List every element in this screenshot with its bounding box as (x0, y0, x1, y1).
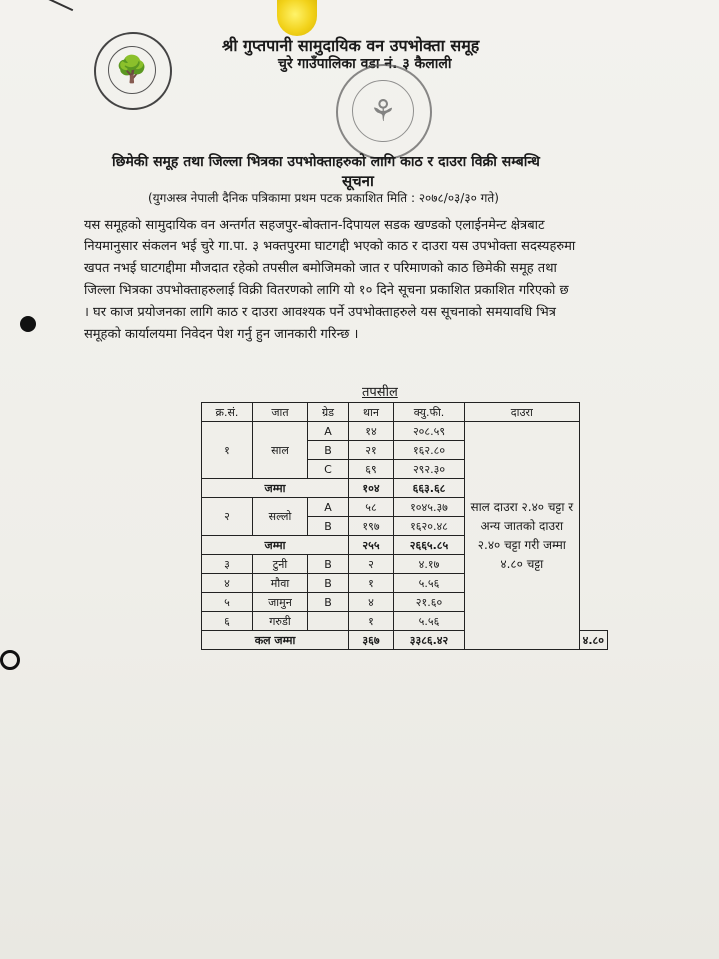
table-header-row (202, 403, 608, 422)
col-header-species: जात (253, 403, 308, 422)
cell-volume: १६२.८० (394, 441, 465, 460)
col-header-daura: दाउरा (465, 403, 580, 422)
cell-pieces: १४ (349, 422, 394, 441)
cell-species: गरुडी (253, 612, 308, 631)
grand-total-label: कल जम्मा (202, 631, 349, 650)
timber-details-table (201, 402, 608, 650)
cell-volume: ४.१७ (394, 555, 465, 574)
cell-grade: A (308, 498, 349, 517)
cell-pieces: १ (349, 574, 394, 593)
subtotal-volume: ६६३.६८ (394, 479, 465, 498)
table-caption: तपसील (362, 385, 398, 400)
cell-pieces: २ (349, 555, 394, 574)
body-line: समूहको कार्यालयमा निवेदन पेश गर्नु हुन जानकारी गरिन्छ । (84, 327, 359, 342)
cell-species: साल (253, 422, 308, 479)
body-line: खपत नभई घाटगद्दीमा मौजदात रहेको तपसील बमोजिमको जात र परिमाणको काठ छिमेकी समूह तथा (84, 261, 557, 276)
cell-pieces: २१ (349, 441, 394, 460)
cell-grade: C (308, 460, 349, 479)
subtotal-volume: २६६५.८५ (394, 536, 465, 555)
tree-icon: 🌳 (108, 46, 156, 94)
cell-sn: २ (202, 498, 253, 536)
cell-species: जामुन (253, 593, 308, 612)
cell-volume: ५.५६ (394, 574, 465, 593)
subtotal-pieces: १०४ (349, 479, 394, 498)
cell-volume: २१.६० (394, 593, 465, 612)
cell-volume: १६२०.४८ (394, 517, 465, 536)
cell-volume: १०४५.३७ (394, 498, 465, 517)
notice-heading: सूचना (342, 172, 374, 190)
cell-sn: १ (202, 422, 253, 479)
grand-total-daura: ४.८० (579, 631, 607, 650)
body-line: । घर काज प्रयोजनका लागि काठ र दाउरा आवश्यक पर्ने उपभोक्ताहरुले यस सूचनाको समयावधि भित्र (84, 305, 556, 320)
punch-hole-mark (0, 650, 20, 670)
cell-volume: ५.५६ (394, 612, 465, 631)
cell-pieces: ६९ (349, 460, 394, 479)
stamp-emblem-icon: ⚘ (352, 80, 414, 142)
subtotal-label: जम्मा (202, 479, 349, 498)
cell-pieces: ५८ (349, 498, 394, 517)
cell-grade: B (308, 574, 349, 593)
cell-species: टुनी (253, 555, 308, 574)
cell-sn: ३ (202, 555, 253, 574)
cell-pieces: ४ (349, 593, 394, 612)
subtotal-pieces: २५५ (349, 536, 394, 555)
grand-total-volume: ३३८६.४२ (394, 631, 465, 650)
cell-pieces: १ (349, 612, 394, 631)
org-address: चुरे गाउँपालिका वडा नं. ३ कैलाली (278, 56, 452, 72)
cell-grade: B (308, 555, 349, 574)
cell-sn: ६ (202, 612, 253, 631)
col-header-grade: ग्रेड (308, 403, 349, 422)
org-name: श्री गुप्तपानी सामुदायिक वन उपभोक्ता समूह (222, 36, 480, 55)
daura-note: साल दाउरा २.४० चट्टा र अन्य जातको दाउरा २.४० चट्टा गरी जम्मा ४.८० चट्टा (465, 422, 580, 650)
cell-sn: ४ (202, 574, 253, 593)
grand-total-pieces: ३६७ (349, 631, 394, 650)
table-row (202, 422, 608, 441)
cell-sn: ५ (202, 593, 253, 612)
punch-hole-mark (20, 316, 36, 332)
body-line: जिल्ला भित्रका उपभोक्ताहरुलाई विक्री वितरणको लागि यो १० दिने सूचना प्रकाशित प्रकाशित गरिएको छ (84, 283, 569, 298)
col-header-sn: क्र.सं. (202, 403, 253, 422)
cell-volume: २०८.५९ (394, 422, 465, 441)
cell-grade (308, 612, 349, 631)
body-line: यस समूहको सामुदायिक वन अन्तर्गत सहजपुर-बोक्तान-दिपायल सडक खण्डको एलाईनमेन्ट क्षेत्रबाट (84, 218, 545, 233)
cell-volume: २९२.३० (394, 460, 465, 479)
col-header-pieces: थान (349, 403, 394, 422)
org-logo (94, 32, 172, 110)
cell-grade: B (308, 441, 349, 460)
cell-species: मौवा (253, 574, 308, 593)
cell-pieces: १९७ (349, 517, 394, 536)
cell-species: सल्लो (253, 498, 308, 536)
cell-grade: B (308, 593, 349, 612)
notice-subject: छिमेकी समूह तथा जिल्ला भित्रका उपभोक्ताहरुको लागि काठ र दाउरा विक्री सम्बन्धि (112, 154, 540, 170)
cell-grade: A (308, 422, 349, 441)
body-line: नियमानुसार संकलन भई चुरे गा.पा. ३ भक्तपुरमा घाटगद्दी भएको काठ र दाउरा यस उपभोक्ता सदस्यहरुमा (84, 239, 576, 254)
official-stamp (336, 64, 432, 160)
publication-note: (युगअस्त्र नेपाली दैनिक पत्रिकामा प्रथम पटक प्रकाशित मिति : २०७८/०३/३० गते) (148, 191, 499, 205)
subtotal-label: जम्मा (202, 536, 349, 555)
col-header-volume: क्यु.फी. (394, 403, 465, 422)
cell-grade: B (308, 517, 349, 536)
